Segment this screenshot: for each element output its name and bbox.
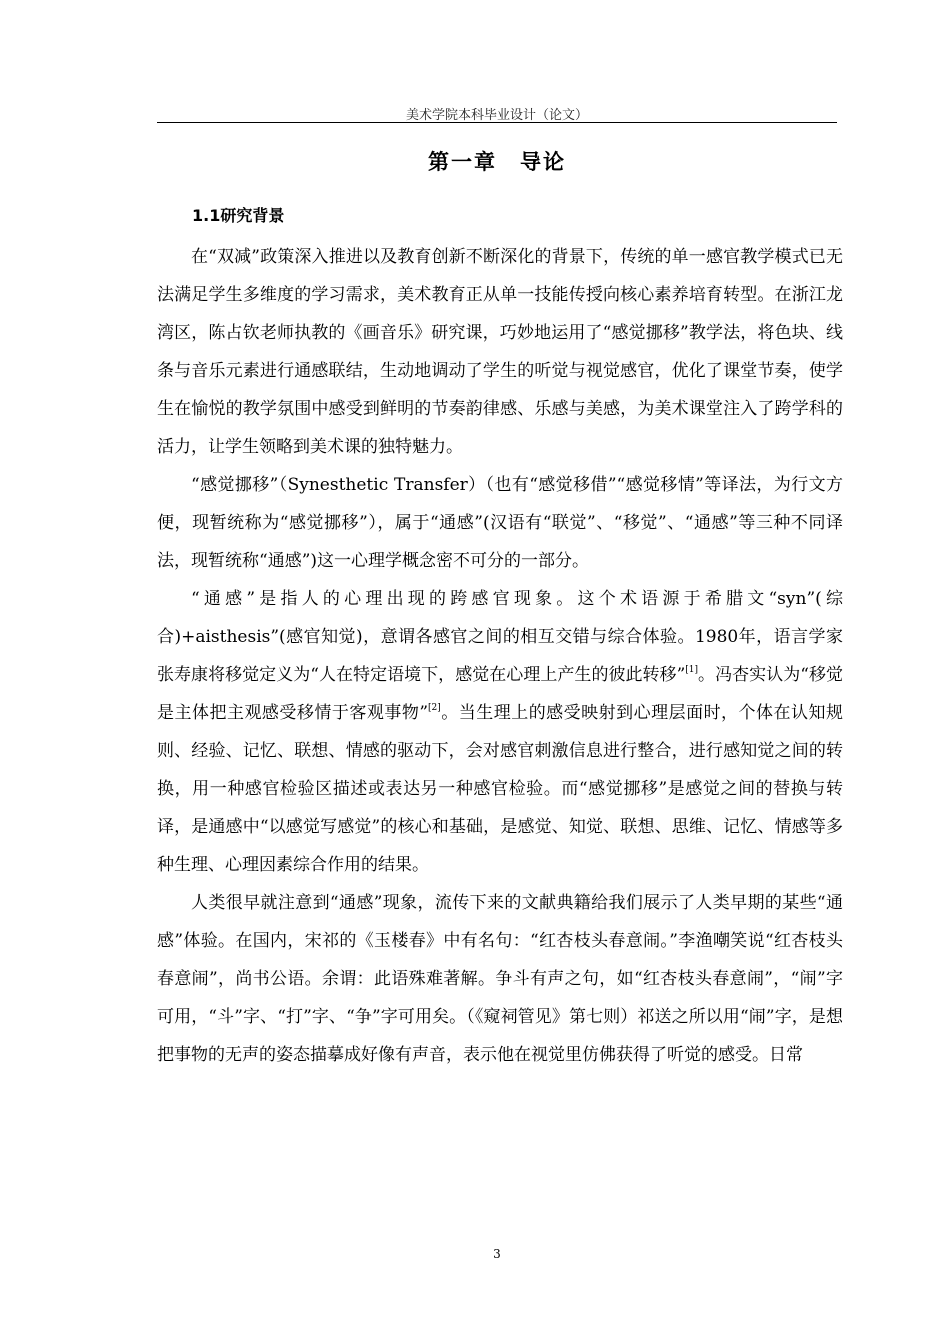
paragraph-3-part-a: “通感”是指人的心理出现的跨感官现象。这个术语源于希腊文“syn”(综合)+aisthesis”(感官知觉)，意谓各感官之间的相互交错与综合体验。1980年，语言学家张寿康将移觉定义为“人在特定语境下，感觉在心理上产生的彼此转移” bbox=[157, 589, 843, 685]
page-number: 3 bbox=[493, 1247, 501, 1261]
body-text bbox=[157, 238, 843, 1074]
paragraph-4: 人类很早就注意到“通感”现象，流传下来的文献典籍给我们展示了人类早期的某些“通感”体验。在国内，宋祁的《玉楼春》中有名句：“红杏枝头春意闹。”李渔嘲笑说“红杏枝头春意闹”，尚书公语。余谓：此语殊难著解。争斗有声之句，如“红杏枝头春意闹”，“闹”字可用，“斗”字、“打”字、“争”字可用矣。（《窥祠管见》第七则）祁送之所以用“闹”字，是想把事物的无声的姿态描摹成好像有声音，表示他在视觉里仿佛获得了听觉的感受。日常 bbox=[157, 893, 843, 1065]
paragraph-1: 在“双减”政策深入推进以及教育创新不断深化的背景下，传统的单一感官教学模式已无法满足学生多维度的学习需求，美术教育正从单一技能传授向核心素养培育转型。在浙江龙湾区，陈占钦老师执教的《画音乐》研究课，巧妙地运用了“感觉挪移”教学法，将色块、线条与音乐元素进行通感联结，生动地调动了学生的听觉与视觉感官，优化了课堂节奏，使学生在愉悦的教学氛围中感受到鲜明的节奏韵律感、乐感与美感，为美术课堂注入了跨学科的活力，让学生领略到美术课的独特魅力。 bbox=[157, 247, 843, 457]
page-header: 美术学院本科毕业设计（论文） bbox=[405, 108, 588, 123]
paragraph-3-part-c: 。当生理上的感受映射到心理层面时，个体在认知规则、经验、记忆、联想、情感的驱动下，会对感官刺激信息进行整合，进行感知觉之间的转换，用一种感官检验区描述或表达另一种感官检验。而“感觉挪移”是感觉之间的替换与转译，是通感中“以感觉写感觉”的核心和基础，是感觉、知觉、联想、思维、记忆、情感等多种生理、心理因素综合作用的结果。 bbox=[157, 703, 843, 875]
header-rule bbox=[157, 122, 837, 123]
section-title: 1.1研究背景 bbox=[192, 206, 285, 225]
chapter-title: 第一章 导论 bbox=[428, 150, 566, 174]
citation-2[interactable]: [2] bbox=[428, 703, 441, 713]
citation-1[interactable]: [1] bbox=[685, 665, 699, 675]
paragraph-3-part-b: 。冯杏实认为“移觉是主体把主观感受移情于客观事物” bbox=[157, 665, 843, 723]
paragraph-3 bbox=[157, 580, 843, 884]
paragraph-2: “感觉挪移”（Synesthetic Transfer）（也有“感觉移借”“感觉移情”等译法，为行文方便，现暂统称为“感觉挪移”），属于“通感”(汉语有“联觉”、“移觉”、“通感”等三种不同译法，现暂统称“通感”)这一心理学概念密不可分的一部分。 bbox=[157, 475, 843, 571]
